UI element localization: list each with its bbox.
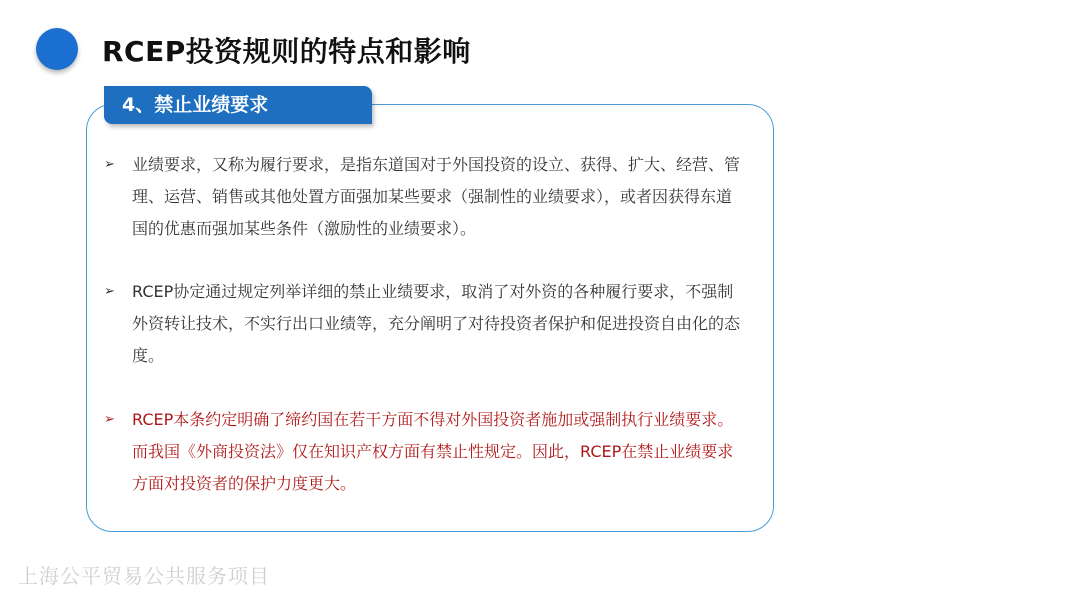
bullet-text: 业绩要求，又称为履行要求，是指东道国对于外国投资的设立、获得、扩大、经营、管理、运营、销售或其他处置方面强加某些要求（强制性的业绩要求），或者因获得东道国的优惠而强加某些条件（激励性的业绩要求）。: [132, 155, 741, 238]
bullet-text: RCEP协定通过规定列举详细的禁止业绩要求，取消了对外资的各种履行要求，不强制外资转让技术，不实行出口业绩等，充分阐明了对待投资者保护和促进投资自由化的态度。: [132, 282, 741, 365]
arrow-bullet-icon: ➢: [104, 157, 115, 172]
bullet-item-1: [104, 149, 744, 245]
bullet-text: RCEP本条约定明确了缔约国在若干方面不得对外国投资者施加或强制执行业绩要求。而我国《外商投资法》仅在知识产权方面有禁止性规定。因此，RCEP在禁止业绩要求方面对投资者的保护力度更大。: [132, 410, 734, 493]
section-label: 4、禁止业绩要求: [104, 86, 372, 124]
arrow-bullet-icon: ➢: [104, 412, 115, 427]
title-bullet-circle: [36, 28, 78, 70]
bullet-item-3-highlighted: [104, 404, 744, 500]
bullet-item-2: [104, 276, 744, 372]
footer-watermark: 上海公平贸易公共服务项目: [18, 564, 270, 588]
arrow-bullet-icon: ➢: [104, 284, 115, 299]
slide-title: RCEP投资规则的特点和影响: [102, 35, 471, 68]
